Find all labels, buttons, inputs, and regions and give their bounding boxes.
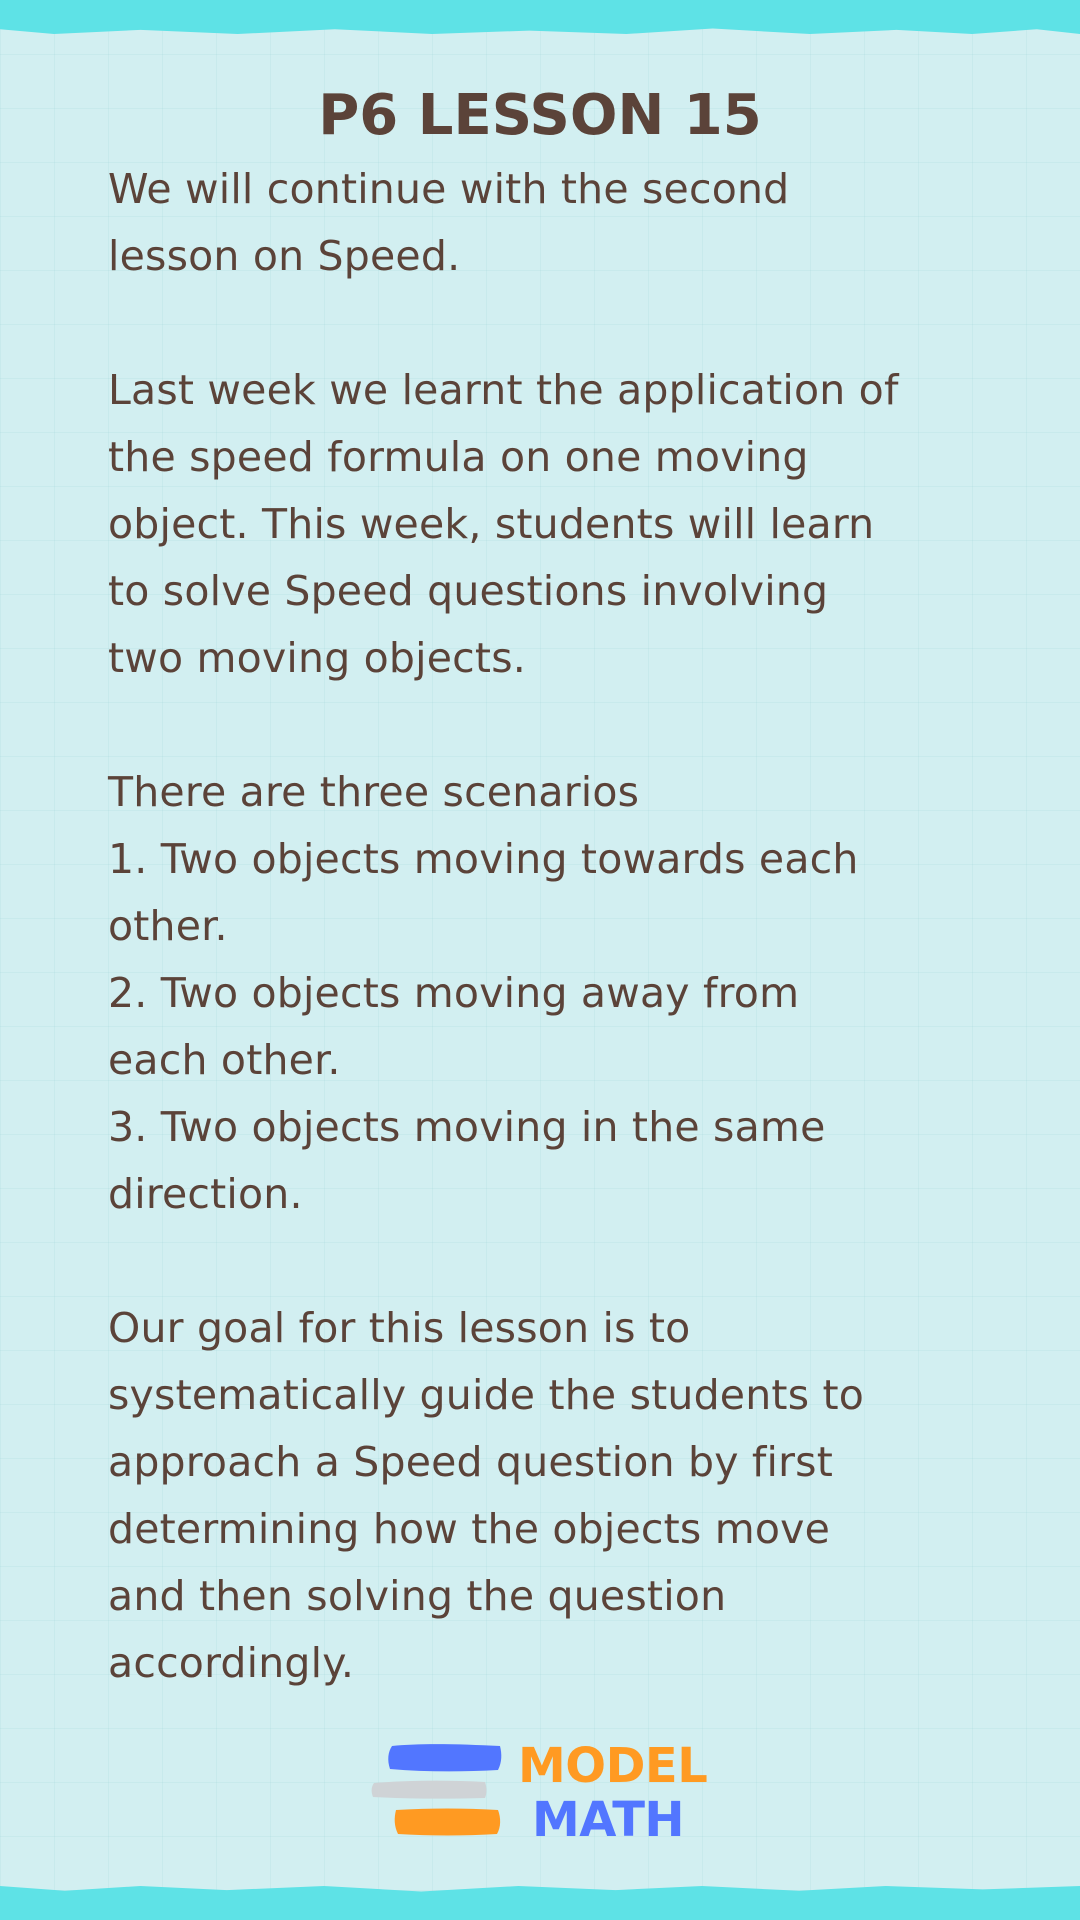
scenario-line: each other.: [108, 1036, 341, 1084]
goal-paragraph: [108, 1295, 1038, 1697]
goal-line: and then solving the question: [108, 1572, 727, 1620]
last-week-line: two moving objects.: [108, 634, 526, 682]
paragraph-spacer: [108, 692, 1038, 759]
logo-word-math: MATH: [532, 1792, 685, 1848]
goal-line: accordingly.: [108, 1639, 355, 1687]
paragraph-spacer: [108, 290, 1038, 357]
scenario-line: 2. Two objects moving away from: [108, 969, 800, 1017]
intro-paragraph: [108, 156, 1038, 290]
goal-line: systematically guide the students to: [108, 1371, 865, 1419]
intro-line: lesson on Speed.: [108, 232, 461, 280]
intro-line: We will continue with the second: [108, 165, 790, 213]
scenarios-paragraph: [108, 759, 1038, 1228]
last-week-line: the speed formula on one moving: [108, 433, 809, 481]
goal-line: Our goal for this lesson is to: [108, 1304, 691, 1352]
scenario-line: other.: [108, 902, 228, 950]
model-math-logo: [370, 1738, 710, 1848]
scenario-line: direction.: [108, 1170, 303, 1218]
goal-line: determining how the objects move: [108, 1505, 831, 1553]
lesson-content: [108, 156, 1038, 1697]
goal-line: approach a Speed question by first: [108, 1438, 834, 1486]
paragraph-spacer: [108, 1228, 1038, 1295]
scenario-line: 3. Two objects moving in the same: [108, 1103, 826, 1151]
logo-bars-icon: [370, 1738, 510, 1848]
last-week-line: to solve Speed questions involving: [108, 567, 829, 615]
scenarios-line: There are three scenarios: [108, 768, 640, 816]
scenario-line: 1. Two objects moving towards each: [108, 835, 859, 883]
last-week-paragraph: [108, 357, 1038, 692]
bottom-brush-band: [0, 1886, 1080, 1920]
logo-word-model: MODEL: [518, 1738, 708, 1794]
last-week-line: object. This week, students will learn: [108, 500, 875, 548]
page-title: P6 LESSON 15: [318, 83, 762, 148]
last-week-line: Last week we learnt the application of: [108, 366, 899, 414]
top-brush-band: [0, 0, 1080, 34]
